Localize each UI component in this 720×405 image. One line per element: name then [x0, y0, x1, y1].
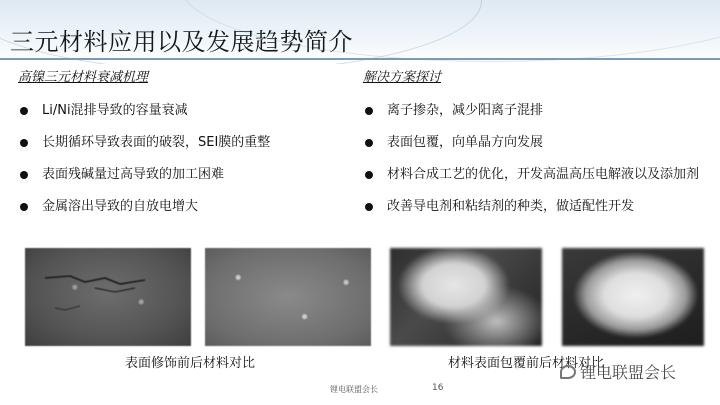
list-item — [363, 102, 718, 134]
left-heading: 高镍三元材料衰减机理 — [18, 70, 149, 85]
bullet-text: 离子掺杂，减少阳离子混排 — [387, 103, 544, 118]
wechat-icon — [560, 365, 576, 379]
bullet-text: 表面包覆，向单晶方向发展 — [387, 135, 544, 150]
sem-image-after-coating — [562, 248, 704, 346]
bullet-icon — [365, 107, 373, 115]
footer-text: 锂电联盟会长 — [330, 385, 378, 394]
watermark — [560, 360, 676, 383]
list-item — [18, 166, 348, 198]
page-number: 16 — [432, 383, 444, 393]
left-image-caption: 表面修饰前后材料对比 — [125, 356, 256, 371]
list-item — [18, 102, 348, 134]
bullet-text: Li/Ni混排导致的容量衰减 — [42, 103, 188, 118]
bullet-text: 材料合成工艺的优化，开发高温高压电解液以及添加剂 — [387, 167, 700, 182]
crack-lines — [25, 248, 191, 346]
bullet-text: 改善导电剂和粘结剂的种类，做适配性开发 — [387, 199, 635, 214]
page-title: 三元材料应用以及发展趋势简介 — [10, 28, 353, 56]
left-column — [18, 66, 348, 230]
bullet-icon — [20, 139, 28, 147]
sem-image-before-modification — [25, 248, 191, 346]
bullet-icon — [365, 171, 373, 179]
list-item — [363, 134, 718, 166]
bullet-icon — [20, 107, 28, 115]
right-image-caption: 材料表面包覆前后材料对比 — [448, 356, 605, 371]
bullet-text: 金属溶出导致的自放电增大 — [42, 199, 199, 214]
bullet-text: 长期循环导致表面的破裂，SEI膜的重整 — [42, 135, 271, 150]
list-item — [363, 198, 718, 230]
bullet-icon — [365, 139, 373, 147]
bullet-icon — [20, 171, 28, 179]
bullet-icon — [365, 203, 373, 211]
bullet-text: 表面残碱量过高导致的加工困难 — [42, 167, 225, 182]
sem-image-after-modification — [205, 248, 371, 346]
watermark-text: 锂电联盟会长 — [580, 363, 677, 382]
left-bullet-list — [18, 102, 348, 230]
sem-image-before-coating — [390, 248, 542, 346]
list-item — [18, 134, 348, 166]
list-item — [18, 198, 348, 230]
right-heading: 解决方案探讨 — [363, 70, 442, 85]
list-item — [363, 166, 718, 198]
bullet-icon — [20, 203, 28, 211]
right-column — [363, 66, 718, 230]
title-divider — [0, 58, 720, 60]
right-bullet-list — [363, 102, 718, 230]
